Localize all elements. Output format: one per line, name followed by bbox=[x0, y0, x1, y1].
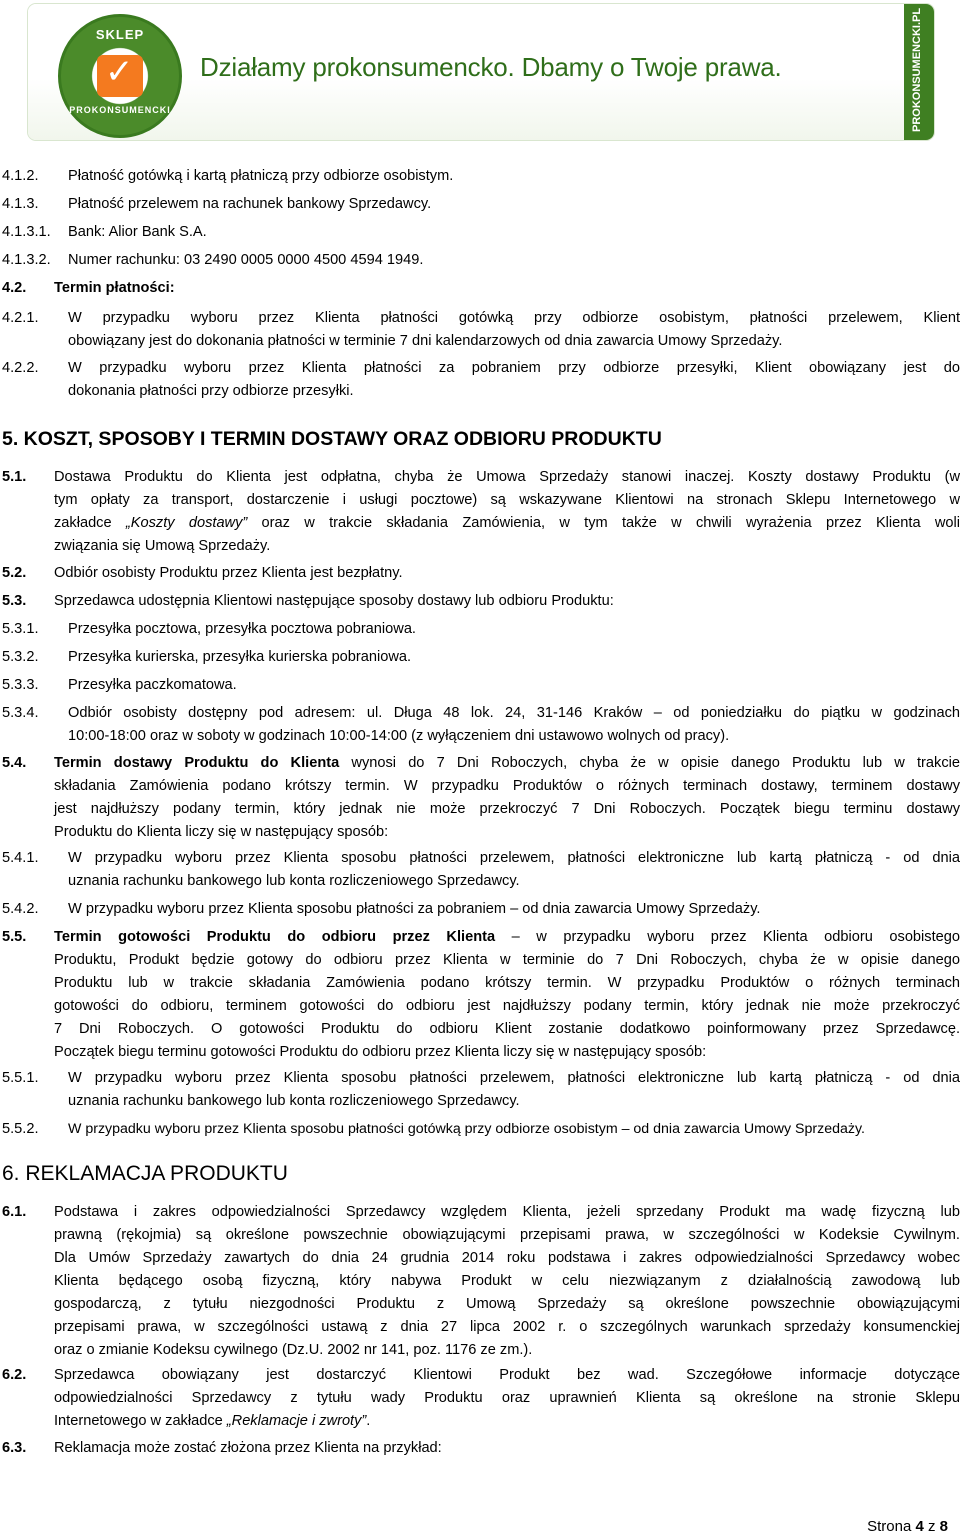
section-line: Podstawa i zakres odpowiedzialności Sprzedawcy względem Klienta, jeżeli sprzedany Produkt ma wadę fizyczną lub bbox=[54, 1204, 960, 1220]
section-number: 5.3.4. bbox=[2, 705, 39, 721]
section-6-1-cont bbox=[0, 1247, 960, 1269]
section-5-1 bbox=[0, 466, 960, 488]
section-5-5-cont bbox=[0, 995, 960, 1017]
section-number: 5.3. bbox=[2, 593, 27, 609]
section-line: oraz o zmianie Kodeksu cywilnego (Dz.U. 2002 nr 141, poz. 1176 ze zm.). bbox=[54, 1342, 533, 1358]
section-number: 4.1.3.1. bbox=[2, 224, 51, 240]
section-line: odpowiedzialności Sprzedawcy z tytułu wady Produktu oraz uprawnień Klienta są określone na stronie Sklepu bbox=[54, 1390, 960, 1406]
section-6-1-cont bbox=[0, 1224, 960, 1246]
reklamacje-tab-name: „Reklamacje i zwroty” bbox=[226, 1413, 367, 1429]
section-line: obowiązany jest do dokonania płatności w terminie 7 dni kalendarzowych od dnia zawarcia Umowy Sprzedaży. bbox=[68, 333, 783, 349]
section-6-1-cont bbox=[0, 1270, 960, 1292]
section-term: Termin gotowości Produktu do odbioru przez Klienta bbox=[54, 929, 496, 945]
section-line: składania Zamówienia podano krótszy termin. W przypadku Produktów o różnych terminach dostawy, terminem dostawy bbox=[54, 778, 960, 794]
section-line: gotowości do odbioru, terminem gotowości do odbioru jest najdłuższy podany termin, który jednak nie może przekroczyć bbox=[54, 998, 960, 1014]
section-line: W przypadku wyboru przez Klienta płatności za pobraniem przy odbiorze przesyłki, Klient obowiązany jest do bbox=[68, 360, 960, 376]
section-number: 5.5.2. bbox=[2, 1121, 39, 1137]
section-5-3-4 bbox=[0, 702, 960, 724]
section-5-5-2 bbox=[0, 1118, 960, 1140]
shop-logo bbox=[58, 14, 182, 138]
section-number: 4.1.2. bbox=[2, 168, 39, 184]
section-text: Reklamacja może zostać złożona przez Klienta na przykład: bbox=[54, 1440, 442, 1456]
section-4-1-2 bbox=[0, 165, 960, 187]
section-line bbox=[54, 512, 960, 534]
section-5-5-1 bbox=[0, 1067, 960, 1089]
section-5-4-1-cont bbox=[0, 870, 960, 892]
section-number: 5.2. bbox=[2, 565, 27, 581]
section-line: uznania rachunku bankowego lub konta rozliczeniowego Sprzedawcy. bbox=[68, 1093, 520, 1109]
section-number: 5.5.1. bbox=[2, 1070, 39, 1086]
section-line: W przypadku wyboru przez Klienta sposobu płatności przelewem, płatności elektroniczne lub kartą płatniczą - od dnia bbox=[68, 1070, 960, 1086]
section-5-3-3 bbox=[0, 674, 960, 696]
section-number: 6.3. bbox=[2, 1440, 27, 1456]
logo-bottom-text: PROKONSUMENCKI bbox=[69, 105, 171, 115]
section-text: Przesyłka paczkomatowa. bbox=[68, 677, 237, 693]
section-line: W przypadku wyboru przez Klienta płatności gotówką przy odbiorze osobistym, płatności przelewem, Klient bbox=[68, 310, 960, 326]
section-line: uznania rachunku bankowego lub konta rozliczeniowego Sprzedawcy. bbox=[68, 873, 520, 889]
section-4-2-1-cont bbox=[0, 330, 960, 352]
section-line bbox=[54, 926, 960, 948]
section-number: 5.4.1. bbox=[2, 850, 39, 866]
page-footer bbox=[867, 1516, 948, 1538]
section-line: 10:00-18:00 oraz w soboty w godzinach 10:00-14:00 (z wyłączeniem dni ustawowo wolnych od pracy). bbox=[68, 728, 730, 744]
section-4-2 bbox=[0, 277, 960, 299]
line-part: . bbox=[366, 1413, 371, 1429]
section-line: dokonania płatności przy odbiorze przesyłki. bbox=[68, 383, 354, 399]
section-4-1-3-1 bbox=[0, 221, 960, 243]
section-number: 4.2.2. bbox=[2, 360, 39, 376]
line-part: wynosi do 7 Dni Roboczych, chyba że w opisie danego Produktu lub w trakcie bbox=[339, 755, 960, 771]
section-heading: Termin płatności: bbox=[54, 280, 175, 296]
section-6-1-cont bbox=[0, 1316, 960, 1338]
section-number: 5.5. bbox=[2, 929, 27, 945]
section-line: prawną (rękojmia) są określone powszechnie obowiązującymi przepisami prawa, w szczególności w Kodeksie Cywilnym. bbox=[54, 1227, 960, 1243]
section-number: 5.1. bbox=[2, 469, 27, 485]
section-6-2-cont bbox=[0, 1410, 960, 1432]
section-5-4-cont bbox=[0, 798, 960, 820]
section-line: Produktu lub w trakcie składania Zamówienia podano krótszy termin. W przypadku Produktów o różnych terminach bbox=[54, 975, 960, 991]
section-line: Dla Umów Sprzedaży zawartych do dnia 24 grudnia 2014 roku podstawa i zakres odpowiedzialności Sprzedawcy wobec bbox=[54, 1250, 960, 1266]
section-text: Numer rachunku: 03 2490 0005 0000 4500 4594 1949. bbox=[68, 252, 424, 268]
section-line: związania się Umową Sprzedaży. bbox=[54, 538, 271, 554]
section-text: Odbiór osobisty Produktu przez Klienta jest bezpłatny. bbox=[54, 565, 403, 581]
section-6-1 bbox=[0, 1201, 960, 1223]
section-text: Przesyłka pocztowa, przesyłka pocztowa pobraniowa. bbox=[68, 621, 416, 637]
section-5-3-2 bbox=[0, 646, 960, 668]
section-number: 4.1.3.2. bbox=[2, 252, 51, 268]
section-line: Klienta będącego osobą fizyczną, który nabywa Produkt w celu niezwiązanym z działalnością zawodową lub bbox=[54, 1273, 960, 1289]
section-number: 4.2. bbox=[2, 280, 27, 296]
line-part: – w przypadku wyboru przez Klienta odbioru osobistego bbox=[495, 929, 960, 945]
check-icon: ✓ bbox=[105, 53, 134, 91]
banner-tagline: Działamy prokonsumencko. Dbamy o Twoje prawa. bbox=[200, 52, 782, 82]
section-5-4-1 bbox=[0, 847, 960, 869]
section-4-2-2-cont bbox=[0, 380, 960, 402]
section-term: Termin dostawy Produktu do Klienta bbox=[54, 755, 340, 771]
section-line: 7 Dni Roboczych. O gotowości Produktu do odbioru Klient zostanie dodatkowo poinformowany przez Sprzedawcę. bbox=[54, 1021, 960, 1037]
section-5-5-cont bbox=[0, 1018, 960, 1040]
section-text: Płatność gotówką i kartą płatniczą przy odbiorze osobistym. bbox=[68, 168, 454, 184]
section-4-2-1 bbox=[0, 307, 960, 329]
section-number: 5.4.2. bbox=[2, 901, 39, 917]
footer-page-number: 4 bbox=[915, 1518, 924, 1535]
section-5-5-cont bbox=[0, 972, 960, 994]
section-4-2-2 bbox=[0, 357, 960, 379]
section-text: Przesyłka kurierska, przesyłka kurierska pobraniowa. bbox=[68, 649, 412, 665]
section-line: Produktu do Klienta liczy się w następujący sposób: bbox=[54, 824, 389, 840]
section-5-4-cont bbox=[0, 775, 960, 797]
line-part: oraz w trakcie składania Zamówienia, w tym także w chwili wyrażenia przez Klienta woli bbox=[247, 515, 960, 531]
section-text: Bank: Alior Bank S.A. bbox=[68, 224, 207, 240]
section-5-4-2 bbox=[0, 898, 960, 920]
section-text: W przypadku wyboru przez Klienta sposobu płatności gotówką przy odbiorze osobistym – od dnia zawarcia Umowy Sprzedaży. bbox=[68, 1121, 865, 1137]
section-line bbox=[54, 1410, 370, 1432]
section-5-3 bbox=[0, 590, 960, 612]
heading-section-6: 6. REKLAMACJA PRODUKTU bbox=[2, 1162, 288, 1185]
section-5-1-cont bbox=[0, 512, 960, 534]
logo-top-text: SKLEP bbox=[95, 27, 145, 42]
section-number: 6.1. bbox=[2, 1204, 27, 1220]
section-6-1-cont bbox=[0, 1293, 960, 1315]
section-line bbox=[54, 752, 960, 774]
section-text: W przypadku wyboru przez Klienta sposobu płatności za pobraniem – od dnia zawarcia Umowy Sprzedaży. bbox=[68, 901, 761, 917]
heading-section-5: 5. KOSZT, SPOSOBY I TERMIN DOSTAWY ORAZ ODBIORU PRODUKTU bbox=[2, 428, 662, 450]
section-number: 4.2.1. bbox=[2, 310, 39, 326]
section-text: Sprzedawca udostępnia Klientowi następujące sposoby dostawy lub odbioru Produktu: bbox=[54, 593, 614, 609]
section-line: Odbiór osobisty dostępny pod adresem: ul. Długa 48 lok. 24, 31-146 Kraków – od poniedziałku do piątku w godzinach bbox=[68, 705, 960, 721]
koszty-dostawy-tab-name: „Koszty dostawy” bbox=[125, 515, 248, 531]
section-6-2 bbox=[0, 1364, 960, 1386]
section-line: Dostawa Produktu do Klienta jest odpłatna, chyba że Umowa Sprzedaży stanowi inaczej. Koszty dostawy Produktu (w bbox=[54, 469, 960, 485]
section-6-1-cont bbox=[0, 1339, 960, 1361]
banner-side-text: PROKONSUMENCKI.PL bbox=[911, 7, 923, 132]
line-part: zakładce bbox=[54, 515, 126, 531]
section-line: W przypadku wyboru przez Klienta sposobu płatności przelewem, płatności elektroniczne lub kartą płatniczą - od dnia bbox=[68, 850, 960, 866]
section-number: 4.1.3. bbox=[2, 196, 39, 212]
section-line: przepisami prawa, w szczególności ustawą z dnia 27 lipca 2002 r. o szczególnych warunkach sprzedaży konsumenckiej bbox=[54, 1319, 960, 1335]
section-number: 5.3.2. bbox=[2, 649, 39, 665]
section-5-3-1 bbox=[0, 618, 960, 640]
section-4-1-3 bbox=[0, 193, 960, 215]
footer-page-total: 8 bbox=[939, 1518, 948, 1535]
section-line: Początek biegu terminu gotowości Produktu do odbioru przez Klienta liczy się w następujący sposób: bbox=[54, 1044, 707, 1060]
section-5-2 bbox=[0, 562, 960, 584]
line-part: Internetowego w zakładce bbox=[54, 1413, 227, 1429]
section-number: 5.3.1. bbox=[2, 621, 39, 637]
section-5-4-cont bbox=[0, 821, 960, 843]
section-4-1-3-2 bbox=[0, 249, 960, 271]
section-number: 5.3.3. bbox=[2, 677, 39, 693]
section-5-4 bbox=[0, 752, 960, 774]
section-line: Sprzedawca obowiązany jest dostarczyć Klientowi Produkt bez wad. Szczegółowe informacje dotyczące bbox=[54, 1367, 960, 1383]
section-6-3 bbox=[0, 1437, 960, 1459]
section-5-5 bbox=[0, 926, 960, 948]
section-number: 5.4. bbox=[2, 755, 27, 771]
footer-of: z bbox=[927, 1518, 936, 1535]
banner-side-strip bbox=[904, 4, 934, 140]
section-line: jest najdłuższy podany termin, który jednak nie może przekroczyć 7 Dni Roboczych. Początek biegu terminu dostawy bbox=[54, 801, 960, 817]
section-line: Produktu, Produkt będzie gotowy do odbioru przez Klienta w terminie do 7 Dni Roboczych, chyba że w opisie danego bbox=[54, 952, 960, 968]
section-number: 6.2. bbox=[2, 1367, 27, 1383]
section-5-5-1-cont bbox=[0, 1090, 960, 1112]
section-5-1-cont bbox=[0, 535, 960, 557]
footer-word: Strona bbox=[867, 1518, 912, 1535]
section-5-5-cont bbox=[0, 1041, 960, 1063]
section-5-1-cont bbox=[0, 489, 960, 511]
section-line: tym opłaty za transport, dostarczenie i usługi pocztowe) są wskazywane Klientowi na stronach Sklepu Internetowego w bbox=[54, 492, 960, 508]
section-5-5-cont bbox=[0, 949, 960, 971]
section-5-3-4-cont bbox=[0, 725, 960, 747]
section-6-2-cont bbox=[0, 1387, 960, 1409]
section-line: gospodarczą, z tytułu niezgodności Produktu z Umową Sprzedaży są określone powszechnie obowiązującymi bbox=[54, 1296, 960, 1312]
header-banner bbox=[28, 4, 934, 140]
section-text: Płatność przelewem na rachunek bankowy Sprzedawcy. bbox=[68, 196, 432, 212]
